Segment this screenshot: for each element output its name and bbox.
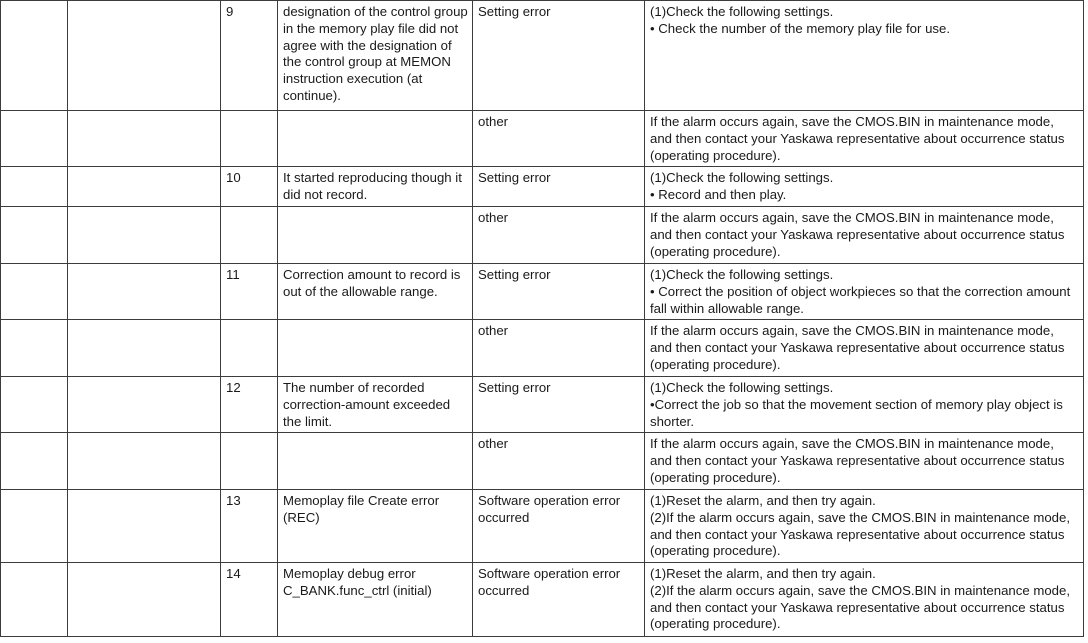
table-row bbox=[1, 167, 1084, 207]
remedy-cell bbox=[645, 167, 1084, 207]
remedy-line: (1)Check the following settings. bbox=[650, 4, 834, 19]
blank-cell bbox=[1, 563, 68, 637]
remedy-line: (1)Reset the alarm, and then try again. bbox=[650, 566, 876, 581]
alarm-table-body bbox=[1, 1, 1084, 637]
table-row bbox=[1, 111, 1084, 167]
table-row bbox=[1, 433, 1084, 490]
blank-cell bbox=[1, 377, 68, 433]
cause-cell: Software operation error occurred bbox=[473, 490, 645, 563]
description-cell: The number of recorded correction-amount exceeded the limit. bbox=[278, 377, 473, 433]
blank-cell bbox=[278, 111, 473, 167]
remedy-cell bbox=[645, 490, 1084, 563]
blank-cell bbox=[278, 207, 473, 264]
blank-cell bbox=[221, 111, 278, 167]
remedy-line: (1)Reset the alarm, and then try again. bbox=[650, 493, 876, 508]
remedy-cell bbox=[645, 377, 1084, 433]
blank-cell bbox=[1, 111, 68, 167]
remedy-line: (2)If the alarm occurs again, save the CMOS.BIN in maintenance mode, and then contact your Yaskawa representative about occurrence status (operating procedure). bbox=[650, 509, 1070, 559]
blank-cell bbox=[68, 563, 221, 637]
blank-cell bbox=[68, 207, 221, 264]
remedy-cell: If the alarm occurs again, save the CMOS.BIN in maintenance mode, and then contact your Yaskawa representative about occurrence status (operating procedure). bbox=[645, 433, 1084, 490]
remedy-cell bbox=[645, 563, 1084, 637]
blank-cell bbox=[68, 167, 221, 207]
blank-cell bbox=[1, 264, 68, 320]
blank-cell bbox=[278, 433, 473, 490]
remedy-line: (2)If the alarm occurs again, save the CMOS.BIN in maintenance mode, and then contact your Yaskawa representative about occurrence status (operating procedure). bbox=[650, 582, 1070, 632]
sub-code-cell: 14 bbox=[221, 563, 278, 637]
blank-cell bbox=[68, 490, 221, 563]
description-cell: Correction amount to record is out of the allowable range. bbox=[278, 264, 473, 320]
table-row bbox=[1, 490, 1084, 563]
cause-cell: other bbox=[473, 433, 645, 490]
cause-cell: Setting error bbox=[473, 264, 645, 320]
remedy-line: (1)Check the following settings. bbox=[650, 170, 834, 185]
sub-code-cell: 9 bbox=[221, 1, 278, 111]
blank-cell bbox=[1, 167, 68, 207]
sub-code-cell: 12 bbox=[221, 377, 278, 433]
cause-cell: Setting error bbox=[473, 377, 645, 433]
blank-cell bbox=[68, 1, 221, 111]
cause-cell: other bbox=[473, 207, 645, 264]
cause-cell: Setting error bbox=[473, 167, 645, 207]
cause-cell: Setting error bbox=[473, 1, 645, 111]
remedy-line: • Check the number of the memory play file for use. bbox=[650, 20, 951, 36]
description-cell: Memoplay file Create error (REC) bbox=[278, 490, 473, 563]
remedy-cell: If the alarm occurs again, save the CMOS.BIN in maintenance mode, and then contact your Yaskawa representative about occurrence status (operating procedure). bbox=[645, 111, 1084, 167]
blank-cell bbox=[68, 377, 221, 433]
remedy-cell: If the alarm occurs again, save the CMOS.BIN in maintenance mode, and then contact your Yaskawa representative about occurrence status (operating procedure). bbox=[645, 320, 1084, 377]
remedy-line: • Record and then play. bbox=[650, 186, 787, 202]
table-row bbox=[1, 207, 1084, 264]
cause-cell: other bbox=[473, 111, 645, 167]
table-row bbox=[1, 377, 1084, 433]
remedy-cell bbox=[645, 1, 1084, 111]
blank-cell bbox=[1, 490, 68, 563]
remedy-cell bbox=[645, 264, 1084, 320]
blank-cell bbox=[68, 111, 221, 167]
table-row bbox=[1, 264, 1084, 320]
sub-code-cell: 13 bbox=[221, 490, 278, 563]
table-row bbox=[1, 320, 1084, 377]
description-cell: designation of the control group in the memory play file did not agree with the designation of the control group at MEMON instruction execution (at continue). bbox=[278, 1, 473, 111]
blank-cell bbox=[221, 320, 278, 377]
blank-cell bbox=[1, 433, 68, 490]
blank-cell bbox=[221, 207, 278, 264]
blank-cell bbox=[1, 1, 68, 111]
description-cell: It started reproducing though it did not record. bbox=[278, 167, 473, 207]
blank-cell bbox=[68, 433, 221, 490]
remedy-cell: If the alarm occurs again, save the CMOS.BIN in maintenance mode, and then contact your Yaskawa representative about occurrence status (operating procedure). bbox=[645, 207, 1084, 264]
cause-cell: other bbox=[473, 320, 645, 377]
remedy-line: (1)Check the following settings. bbox=[650, 380, 834, 395]
remedy-line: •Correct the job so that the movement section of memory play object is shorter. bbox=[650, 396, 1063, 429]
cause-cell: Software operation error occurred bbox=[473, 563, 645, 637]
table-row bbox=[1, 1, 1084, 111]
table-row bbox=[1, 563, 1084, 637]
blank-cell bbox=[68, 264, 221, 320]
description-cell: Memoplay debug error C_BANK.func_ctrl (initial) bbox=[278, 563, 473, 637]
remedy-line: • Correct the position of object workpieces so that the correction amount fall within allowable range. bbox=[650, 283, 1071, 316]
blank-cell bbox=[1, 320, 68, 377]
remedy-line: (1)Check the following settings. bbox=[650, 267, 834, 282]
sub-code-cell: 11 bbox=[221, 264, 278, 320]
blank-cell bbox=[278, 320, 473, 377]
blank-cell bbox=[1, 207, 68, 264]
sub-code-cell: 10 bbox=[221, 167, 278, 207]
blank-cell bbox=[221, 433, 278, 490]
blank-cell bbox=[68, 320, 221, 377]
